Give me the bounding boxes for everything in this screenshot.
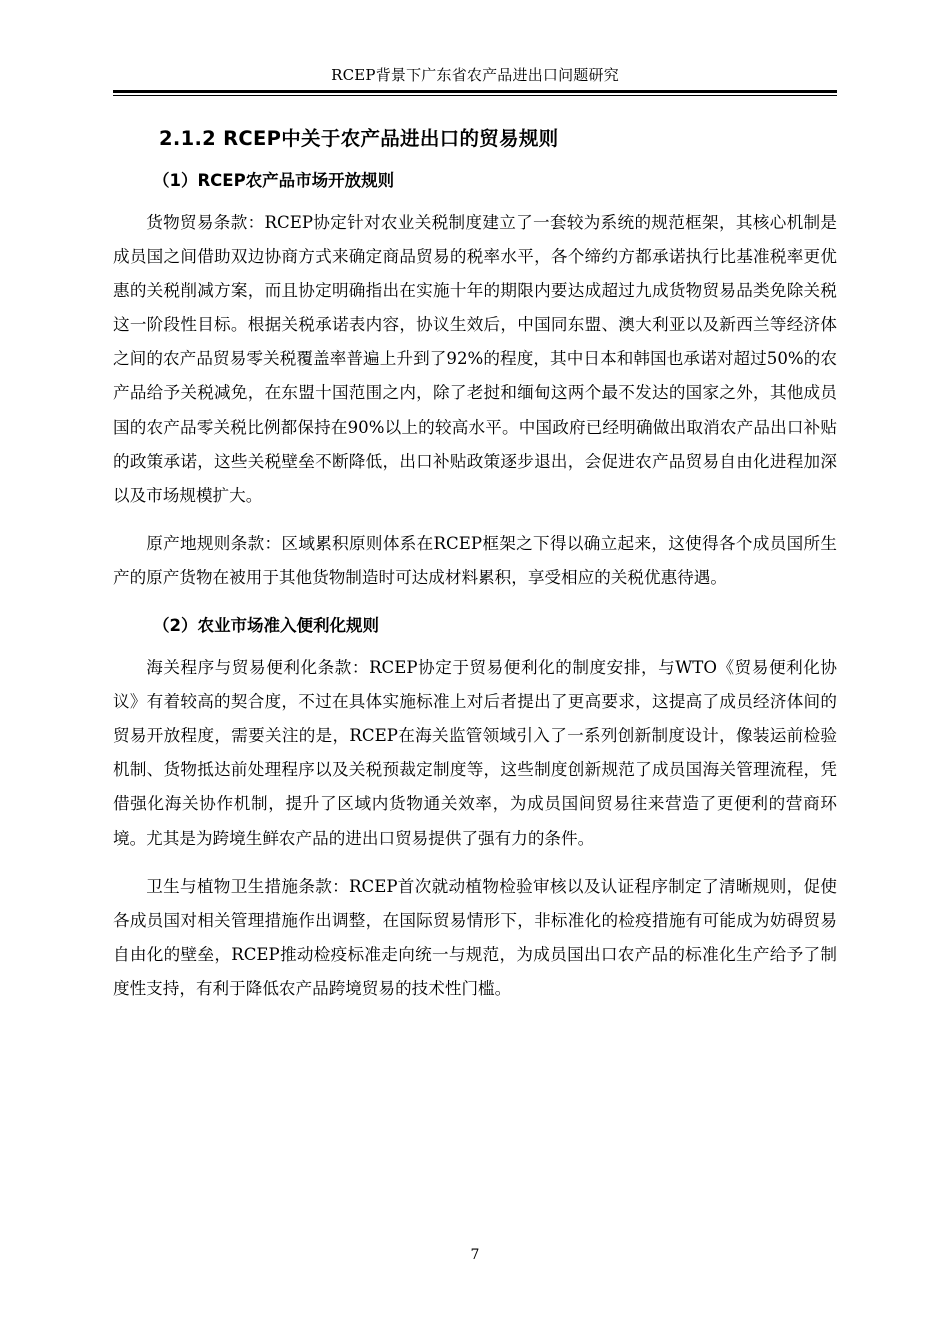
paragraph-rules-of-origin: 原产地规则条款：区域累积原则体系在RCEP框架之下得以确立起来，这使得各个成员国所生产的原产货物在被用于其他货物制造时可达成材料累积，享受相应的关税优惠待遇。 <box>113 533 837 587</box>
section-heading: 2.1.2 RCEP中关于农产品进出口的贸易规则 <box>159 127 559 150</box>
paragraph-goods-trade: 货物贸易条款：RCEP协定针对农业关税制度建立了一套较为系统的规范框架，其核心机制是成员国之间借助双边协商方式来确定商品贸易的税率水平，各个缔约方都承诺执行比基准税率更优惠的关税削减方案，而且协定明确指出在实施十年的期限内要达成超过九成货物贸易品类免除关税这一阶段性目标。根据关税承诺表内容，协议生效后，中国同东盟、澳大利亚以及新西兰等经济体之间的农产品贸易零关税覆盖率普遍上升到了92%的程度，其中日本和韩国也承诺对超过50%的农产品给予关税减免，在东盟十国范围之内，除了老挝和缅甸这两个最不发达的国家之外，其他成员国的农产品零关税比例都保持在90%以上的较高水平。中国政府已经明确做出取消农产品出口补贴的政策承诺，这些关税壁垒不断降低，出口补贴政策逐步退出，会促进农产品贸易自由化进程加深以及市场规模扩大。 <box>113 213 837 505</box>
paragraph-sps-measures: 卫生与植物卫生措施条款：RCEP首次就动植物检验审核以及认证程序制定了清晰规则，促使各成员国对相关管理措施作出调整，在国际贸易情形下，非标准化的检疫措施有可能成为妨碍贸易自由化的壁垒，RCEP推动检疫标准走向统一与规范，为成员国出口农产品的标准化生产给予了制度性支持，有利于降低农产品跨境贸易的技术性门槛。 <box>113 876 837 998</box>
page-body <box>113 122 837 1020</box>
running-header: RCEP背景下广东省农产品进出口问题研究 <box>331 66 619 84</box>
subsection-heading-market-opening: （1）RCEP农产品市场开放规则 <box>153 171 395 190</box>
header-rule-thin <box>113 95 837 96</box>
header-rule-thick <box>113 90 837 93</box>
page-number: 7 <box>470 1247 480 1263</box>
paragraph-customs-facilitation: 海关程序与贸易便利化条款：RCEP协定于贸易便利化的制度安排，与WTO《贸易便利化协议》有着较高的契合度，不过在具体实施标准上对后者提出了更高要求，这提高了成员经济体间的贸易开放程度，需要关注的是，RCEP在海关监管领域引入了一系列创新制度设计，像装运前检验机制、货物抵达前处理程序以及关税预裁定制度等，这些制度创新规范了成员国海关管理流程，凭借强化海关协作机制，提升了区域内货物通关效率，为成员国间贸易往来营造了更便利的营商环境。尤其是为跨境生鲜农产品的进出口贸易提供了强有力的条件。 <box>113 658 837 848</box>
subsection-heading-market-access: （2）农业市场准入便利化规则 <box>153 616 379 636</box>
